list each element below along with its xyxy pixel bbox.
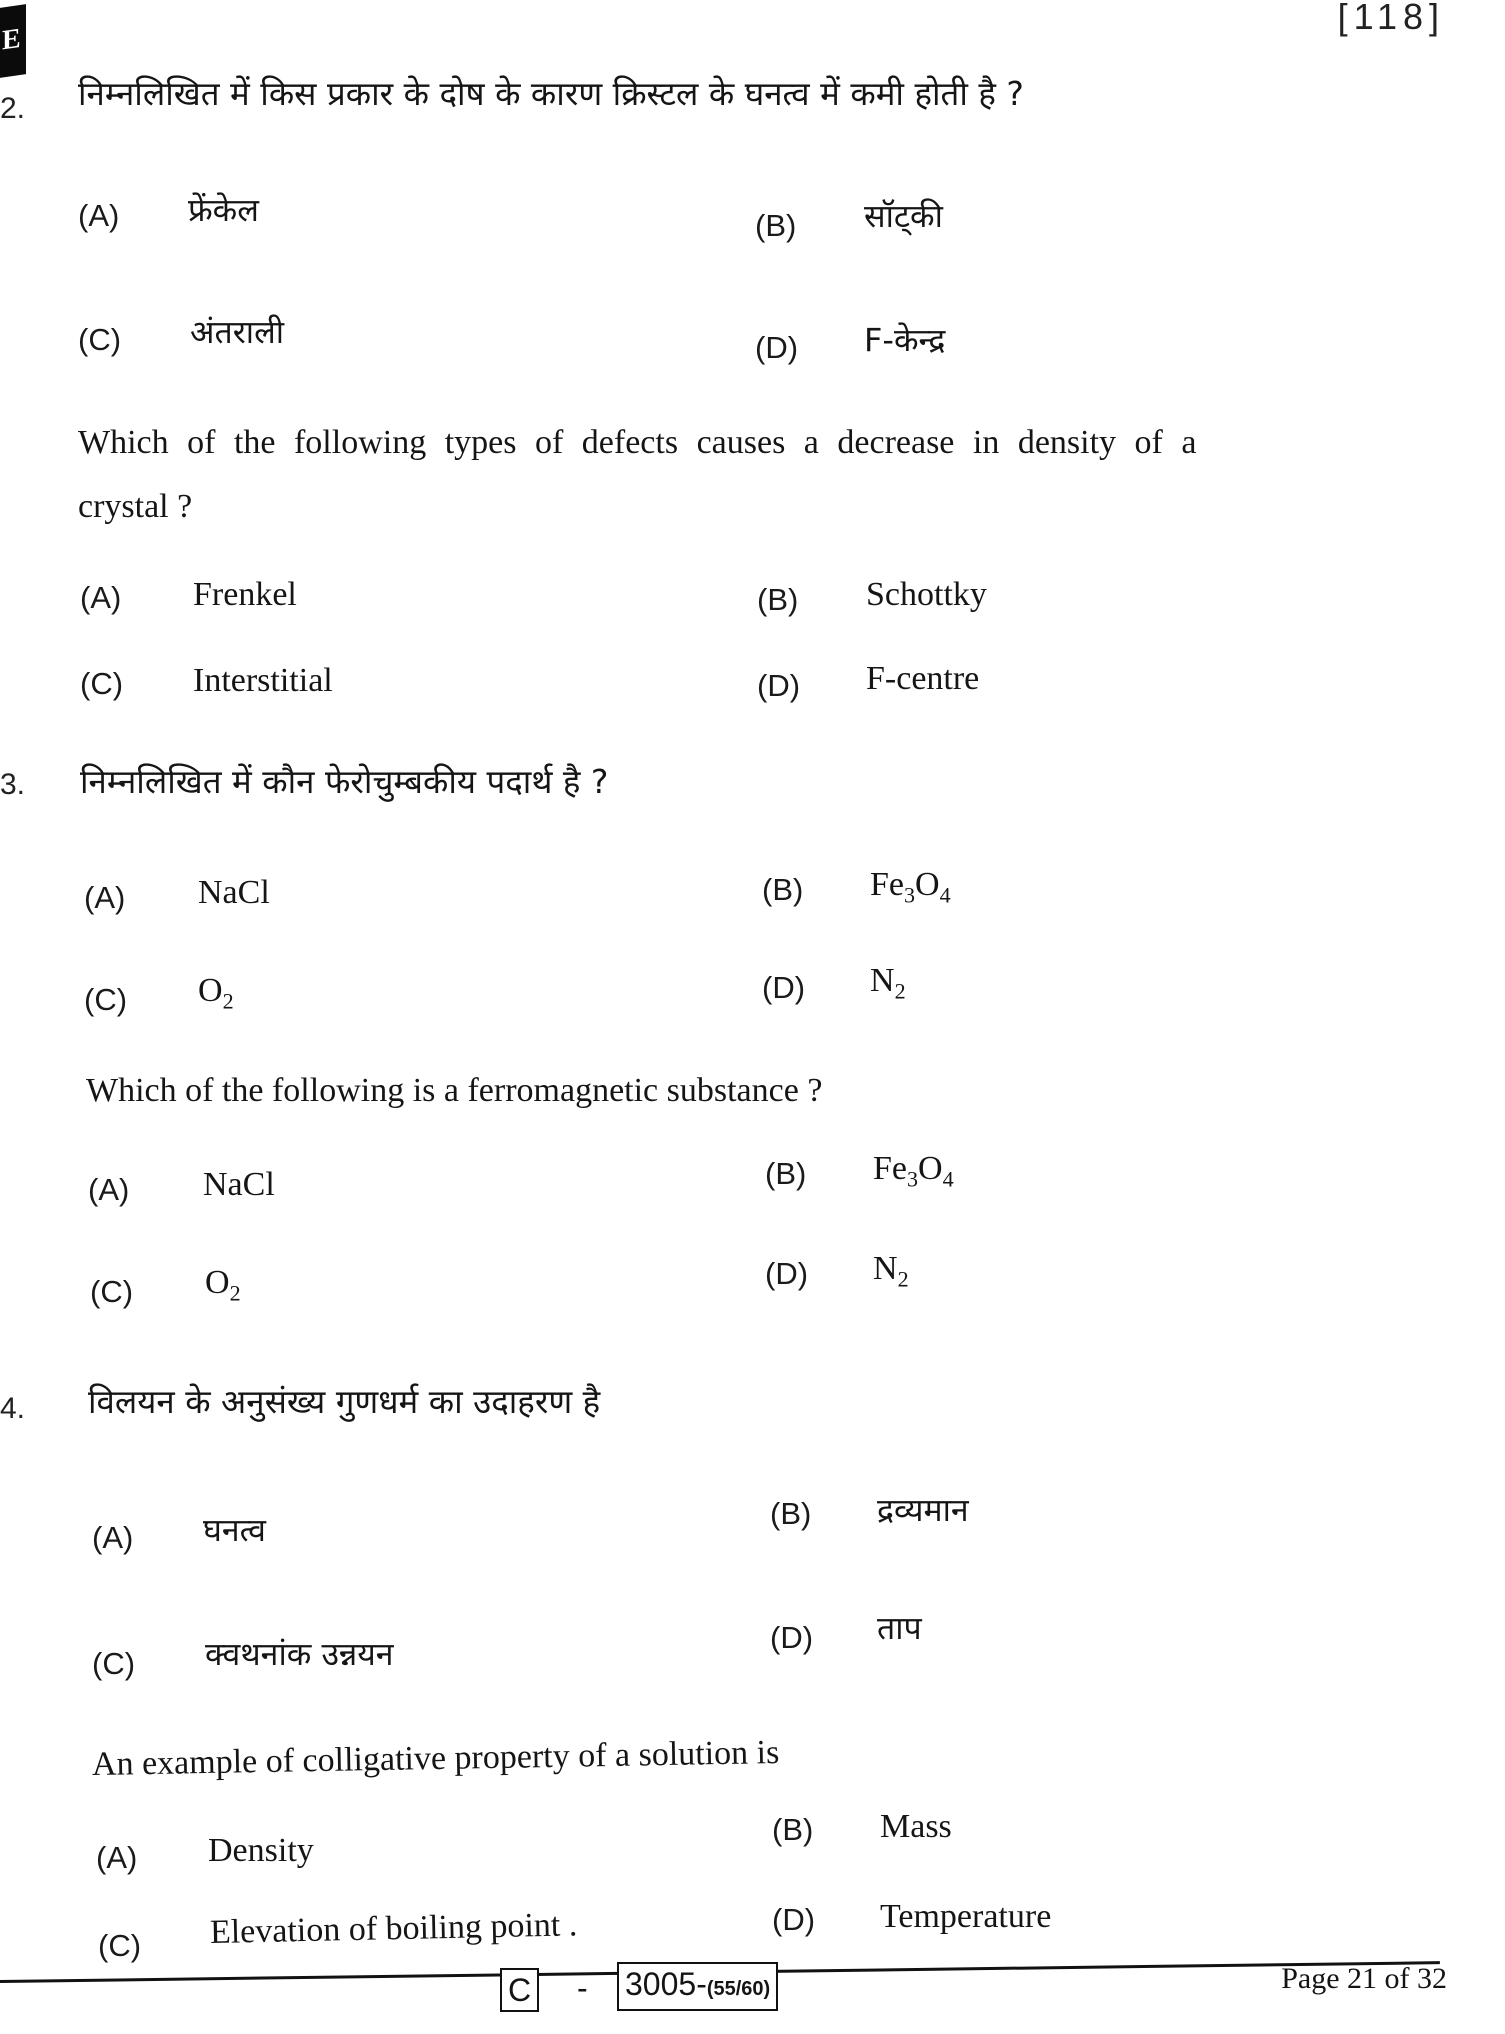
option-value: Frenkel [193, 576, 297, 613]
option-label: (A) [80, 580, 122, 615]
option-label: (C) [92, 1646, 136, 1681]
option-label: (A) [88, 1172, 130, 1207]
option-value: घनत्व [203, 1511, 266, 1549]
option-label: (C) [84, 982, 128, 1017]
option-label: (A) [78, 198, 120, 233]
option-value: $O_2$ [198, 972, 234, 1014]
question-text-english: Which of the following is a ferromagnetic substance ? [86, 1072, 823, 1109]
option-label: (D) [762, 970, 806, 1005]
question-number: 4. [0, 1392, 26, 1425]
option-label: (B) [755, 208, 797, 243]
option-value: क्वथनांक उन्नयन [205, 1635, 394, 1673]
option-value: Schottky [866, 576, 987, 613]
option-label: (B) [770, 1496, 812, 1531]
option-value: NaCl [198, 874, 270, 911]
question-text-english: An example of colligative property of a solution is [91, 1734, 780, 1783]
option-value: सॉट्की [864, 197, 943, 235]
option-label: (D) [772, 1902, 816, 1937]
footer-dash: - [577, 1970, 588, 2006]
option-value: अंतराली [190, 313, 285, 351]
option-label: (C) [80, 666, 124, 701]
paper-code-box [617, 1962, 778, 2011]
question-number: 2. [0, 92, 26, 125]
option-value: Mass [880, 1808, 952, 1845]
option-label: (A) [84, 880, 126, 915]
question-text-english-line2: crystal ? [78, 488, 193, 525]
option-label: (B) [762, 872, 804, 907]
option-label: (C) [78, 322, 122, 357]
option-value: Elevation of boiling point . [209, 1906, 578, 1951]
option-value: F-centre [866, 660, 980, 697]
option-value: $Fe_3O_4$ [870, 866, 951, 908]
option-value: Temperature [880, 1898, 1052, 1935]
option-label: (D) [770, 1620, 814, 1655]
option-label: (A) [92, 1520, 134, 1555]
question-text-hindi: निम्नलिखित में किस प्रकार के दोष के कारण क्रिस्टल के घनत्व में कमी होती है ? [78, 74, 1024, 113]
option-value: Density [208, 1832, 314, 1869]
option-value: द्रव्यमान [877, 1491, 969, 1529]
option-label: (C) [98, 1928, 142, 1963]
option-label: (D) [765, 1256, 809, 1291]
option-value: $Fe_3O_4$ [873, 1150, 954, 1192]
option-value: $N_2$ [873, 1250, 909, 1292]
option-value: फ्रेंकेल [188, 191, 259, 229]
paper-code-suffix: (55/60) [706, 1978, 771, 2000]
option-label: (C) [90, 1274, 134, 1309]
option-value: Interstitial [193, 662, 333, 699]
option-label: (B) [757, 582, 799, 617]
paper-code: 3005- [625, 1966, 707, 2002]
option-value: F-केन्द्र [864, 321, 946, 359]
option-label: (D) [757, 668, 801, 703]
page-number: Page 21 of 32 [1281, 1962, 1447, 1995]
question-text-english-line1: Which of the following types of defects causes a decrease in density of a [78, 424, 1197, 461]
option-label: (D) [755, 330, 799, 365]
series-box: C [500, 1968, 539, 2012]
option-value: ताप [877, 1609, 922, 1647]
option-value: $N_2$ [870, 962, 906, 1004]
section-tab-label: E [2, 22, 21, 57]
section-tab [0, 4, 26, 78]
option-label: (B) [765, 1156, 807, 1191]
option-label: (B) [772, 1812, 814, 1847]
question-text-hindi: विलयन के अनुसंख्य गुणधर्म का उदाहरण है [88, 1382, 601, 1421]
option-label: (A) [96, 1840, 138, 1875]
question-text-hindi: निम्नलिखित में कौन फेरोचुम्बकीय पदार्थ है ? [80, 762, 609, 801]
option-value: $O_2$ [205, 1264, 241, 1306]
page-code: [118] [1337, 0, 1445, 37]
question-number: 3. [0, 768, 26, 801]
option-value: NaCl [203, 1166, 275, 1203]
